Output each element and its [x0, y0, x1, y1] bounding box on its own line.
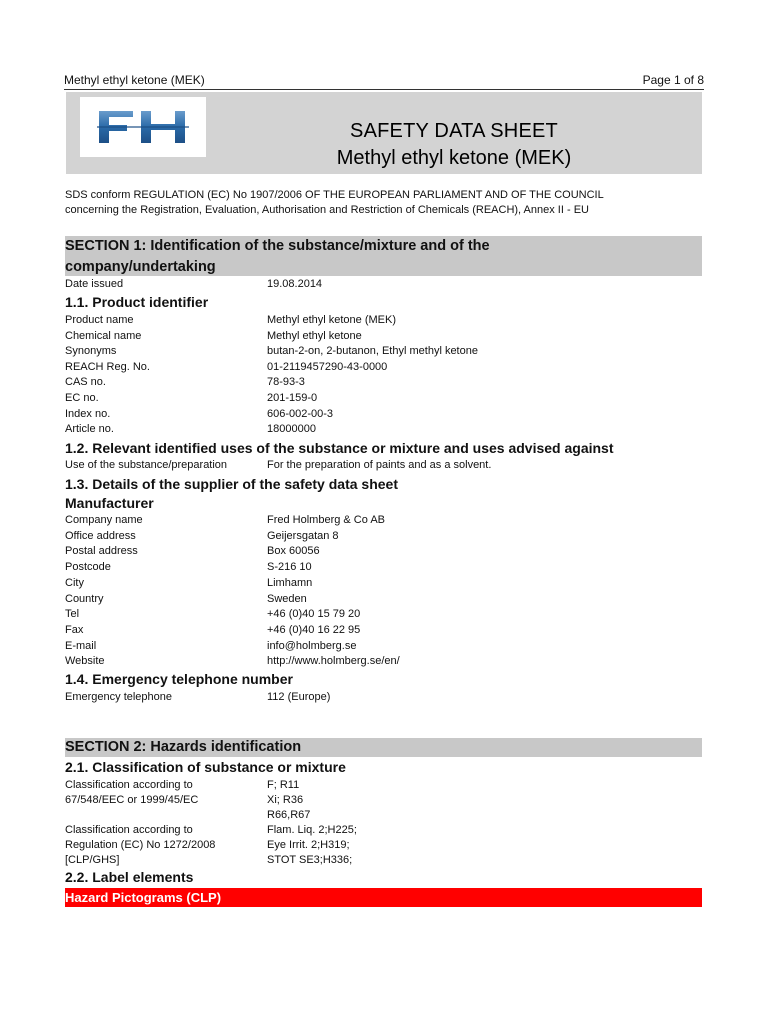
section-1-title-line-2: company/undertaking: [65, 259, 216, 275]
subsection-1-4-heading: 1.4. Emergency telephone number: [65, 671, 293, 687]
product-identifier-label: Synonyms: [65, 345, 117, 358]
header-divider: [64, 89, 704, 90]
date-issued-value: 19.08.2014: [267, 278, 323, 290]
product-identifier-label: Chemical name: [65, 329, 142, 342]
subsection-1-3-heading: 1.3. Details of the supplier of the safety data sheet: [65, 476, 398, 492]
fh-logo-icon: [93, 107, 193, 147]
supplier-label: City: [65, 576, 84, 589]
product-title: Methyl ethyl ketone (MEK): [336, 147, 572, 169]
section-1-title-line-1: SECTION 1: Identification of the substance/mixture and of the: [65, 238, 490, 254]
subsection-2-1-heading: 2.1. Classification of substance or mixture: [65, 759, 346, 775]
product-identifier-label: Article no.: [65, 423, 114, 436]
product-identifier-label: REACH Reg. No.: [65, 360, 150, 373]
supplier-label: Fax: [65, 623, 84, 636]
company-logo: [80, 97, 206, 157]
classification-clp-value-1: Flam. Liq. 2;H225;: [267, 824, 357, 836]
product-identifier-value: butan-2-on, 2-butanon, Ethyl methyl ketone: [267, 345, 478, 358]
use-value: For the preparation of paints and as a solvent.: [267, 459, 492, 471]
supplier-value: Limhamn: [267, 576, 313, 589]
supplier-label: Postcode: [65, 561, 111, 574]
product-identifier-value: 78-93-3: [267, 376, 305, 389]
classification-clp-label-2: Regulation (EC) No 1272/2008: [65, 839, 216, 851]
supplier-value: S-216 10: [267, 561, 312, 574]
manufacturer-heading: Manufacturer: [65, 495, 154, 511]
subsection-2-2-heading: 2.2. Label elements: [65, 869, 194, 885]
classification-clp-label-3: [CLP/GHS]: [65, 854, 120, 866]
supplier-label: Office address: [65, 529, 136, 542]
product-identifier-value: 201-159-0: [267, 392, 318, 404]
supplier-value: +46 (0)40 16 22 95: [267, 623, 361, 636]
classification-dsd-label-1: Classification according to: [65, 779, 193, 791]
classification-clp-value-3: STOT SE3;H336;: [267, 854, 353, 866]
title-banner: [66, 92, 702, 174]
supplier-label: E-mail: [65, 639, 97, 652]
sds-title: SAFETY DATA SHEET: [350, 120, 558, 142]
supplier-value: http://www.holmberg.se/en/: [267, 655, 400, 668]
section-2-heading: SECTION 2: Hazards identification: [65, 738, 702, 757]
supplier-label: Tel: [65, 608, 80, 621]
subsection-1-1-heading: 1.1. Product identifier: [65, 294, 209, 310]
regulation-line-1: SDS conform REGULATION (EC) No 1907/2006 OF THE EUROPEAN PARLIAMENT AND OF THE COUNCIL: [65, 189, 604, 201]
hazard-pictograms-bar: Hazard Pictograms (CLP): [65, 888, 702, 907]
product-identifier-label: EC no.: [65, 392, 99, 404]
product-identifier-label: Product name: [65, 314, 134, 326]
use-label: Use of the substance/preparation: [65, 459, 228, 471]
subsection-1-2-heading: 1.2. Relevant identified uses of the substance or mixture and uses advised against: [65, 440, 614, 456]
classification-dsd-value-2: Xi; R36: [267, 794, 304, 806]
emergency-label: Emergency telephone: [65, 691, 173, 703]
supplier-value: Fred Holmberg & Co AB: [267, 514, 385, 526]
product-identifier-value: 01-2119457290-43-0000: [267, 360, 388, 373]
classification-clp-label-1: Classification according to: [65, 824, 193, 836]
product-identifier-value: 606-002-00-3: [267, 407, 334, 420]
section-1-heading: [65, 236, 702, 276]
supplier-value: Geijersgatan 8: [267, 529, 339, 542]
supplier-value: info@holmberg.se: [267, 639, 357, 652]
product-identifier-label: CAS no.: [65, 376, 106, 389]
classification-dsd-value-3: R66,R67: [267, 809, 311, 821]
supplier-value: Sweden: [267, 592, 307, 605]
product-identifier-value: Methyl ethyl ketone: [267, 329, 362, 342]
product-identifier-label: Index no.: [65, 407, 111, 420]
classification-clp-value-2: Eye Irrit. 2;H319;: [267, 839, 350, 851]
running-header: [64, 73, 704, 87]
regulation-line-2: concerning the Registration, Evaluation, Authorisation and Restriction of Chemicals (REACH), Annex II - EU: [65, 204, 589, 216]
supplier-value: Box 60056: [267, 545, 320, 558]
regulation-statement: [65, 188, 705, 218]
supplier-value: +46 (0)40 15 79 20: [267, 608, 361, 621]
supplier-label: Postal address: [65, 545, 138, 558]
date-issued-label: Date issued: [65, 278, 124, 290]
supplier-label: Company name: [65, 514, 143, 526]
supplier-label: Website: [65, 655, 105, 668]
classification-dsd-label-2: 67/548/EEC or 1999/45/EC: [65, 794, 199, 806]
product-identifier-value: 18000000: [267, 423, 316, 436]
emergency-value: 112 (Europe): [267, 691, 331, 703]
classification-dsd-value-1: F; R11: [267, 779, 300, 791]
product-identifier-value: Methyl ethyl ketone (MEK): [267, 314, 396, 326]
running-header-doc-name: Methyl ethyl ketone (MEK): [64, 73, 205, 87]
supplier-label: Country: [65, 592, 104, 605]
page-indicator: Page 1 of 8: [642, 73, 704, 87]
banner-titles: [206, 120, 702, 170]
